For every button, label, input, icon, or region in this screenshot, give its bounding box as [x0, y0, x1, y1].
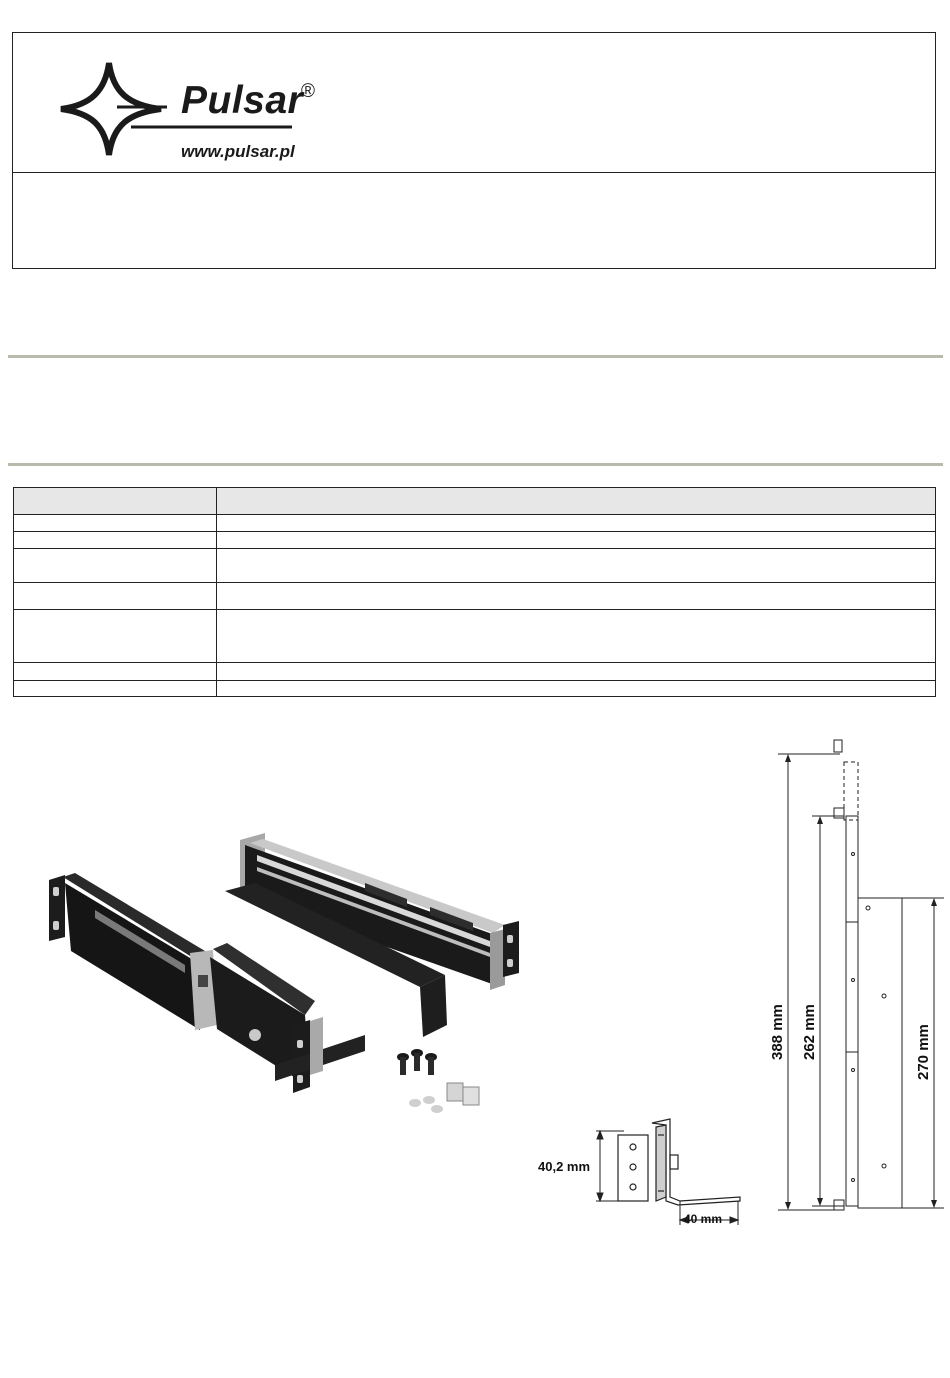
table-cell [14, 663, 217, 681]
profile-width-label: 40 mm [684, 1212, 723, 1226]
registered-mark: ® [301, 81, 315, 102]
pulsar-logo[interactable] [57, 59, 317, 159]
table-cell [14, 549, 217, 583]
spec-table [13, 487, 936, 697]
table-cell [217, 515, 936, 532]
table-row [14, 532, 936, 549]
table-cell [14, 532, 217, 549]
header-box [12, 32, 936, 269]
table-cell [217, 681, 936, 697]
plate-length-label: 270 mm [915, 1024, 932, 1080]
table-header-row [14, 488, 936, 515]
table-cell [217, 610, 936, 663]
website-url[interactable]: www.pulsar.pl [181, 142, 295, 161]
table-cell [217, 663, 936, 681]
rack-rails-photo [35, 825, 545, 1125]
rail-profile-drawing [520, 1105, 760, 1235]
table-cell [217, 549, 936, 583]
rail-length-label: 262 mm [801, 1004, 818, 1060]
table-row [14, 663, 936, 681]
table-cell [217, 583, 936, 610]
section-rule [8, 463, 943, 466]
section-rule [8, 355, 943, 358]
overall-length-label: 388 mm [769, 1004, 786, 1060]
table-cell [14, 515, 217, 532]
table-cell [14, 681, 217, 697]
profile-height-label: 40,2 mm [538, 1159, 591, 1174]
table-row [14, 515, 936, 532]
rail-side-view-drawing [760, 730, 950, 1230]
table-row [14, 549, 936, 583]
table-row [14, 583, 936, 610]
brand-name: Pulsar [181, 79, 304, 122]
table-cell [14, 610, 217, 663]
table-row [14, 610, 936, 663]
mounting-hardware [397, 1049, 479, 1113]
table-cell [217, 488, 936, 515]
table-row [14, 681, 936, 697]
table-cell [217, 532, 936, 549]
header-divider [13, 172, 935, 173]
table-cell [14, 583, 217, 610]
table-cell [14, 488, 217, 515]
